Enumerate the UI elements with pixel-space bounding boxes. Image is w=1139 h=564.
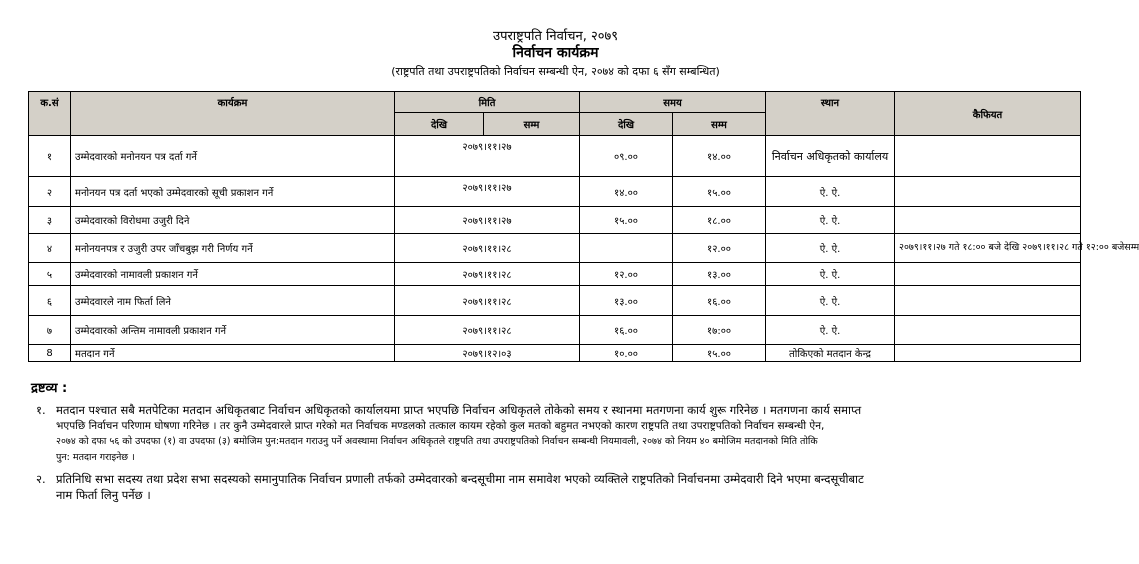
row-place: निर्वाचन अधिकृतको कार्यालय: [766, 136, 895, 177]
header-place: स्थान: [766, 92, 895, 136]
row-place: तोकिएको मतदान केन्द्र: [766, 345, 895, 362]
row-date: २०७९।१२।०३: [395, 345, 580, 362]
row-activity: उम्मेदवारले नाम फिर्ता लिने: [71, 286, 395, 316]
row-sn: ६: [29, 286, 71, 316]
note-line: भएपछि निर्वाचन परिणाम घोषणा गरिनेछ । तर कुनै उम्मेदवारले प्राप्त गरेको मत निर्वाचक मण्डलको तत्काल कायम रहेको कुल मतको बहुमत नभएको कारण राष्ट्रपति तथा उपराष्ट्रपतिको निर्वाचन सम्बन्धी ऐन,: [56, 420, 825, 432]
row-remarks: [895, 316, 1081, 345]
header-time-from: देखि: [580, 113, 673, 136]
legal-reference: (राष्ट्रपति तथा उपराष्ट्रपतिको निर्वाचन सम्बन्धी ऐन, २०७४ को दफा ६ सँग सम्बन्धित): [391, 65, 720, 78]
row-sn: 8: [29, 345, 71, 362]
row-time-from: १०.००: [580, 345, 673, 362]
table-row: [29, 234, 1081, 263]
row-time-from: १६.००: [580, 316, 673, 345]
row-date: २०७९।११।२८: [395, 316, 580, 345]
row-time-from: १३.००: [580, 286, 673, 316]
table-row: [29, 286, 1081, 316]
row-activity: उम्मेदवारको मनोनयन पत्र दर्ता गर्ने: [71, 136, 395, 177]
row-time-from: ०९.००: [580, 136, 673, 177]
note-line: पुन: मतदान गराइनेछ ।: [56, 452, 135, 463]
row-time-from: १२.००: [580, 263, 673, 286]
row-sn: २: [29, 177, 71, 207]
row-sn: ३: [29, 207, 71, 234]
row-place: ऐ. ऐ.: [766, 286, 895, 316]
row-time-to: १३.००: [673, 263, 766, 286]
header-time-to: सम्म: [673, 113, 766, 136]
row-remarks: [895, 345, 1081, 362]
table-row: [29, 207, 1081, 234]
row-time-to: १२.००: [673, 234, 766, 263]
header-date-to: सम्म: [484, 113, 580, 136]
row-time-to: १४.००: [673, 136, 766, 177]
header-date: मिति: [395, 92, 580, 113]
row-activity: मनोनयन पत्र दर्ता भएको उम्मेदवारको सूची प्रकाशन गर्ने: [71, 177, 395, 207]
row-activity: उम्मेदवारको विरोधमा उजुरी दिने: [71, 207, 395, 234]
row-date: २०७९।११।२८: [395, 263, 580, 286]
note-number: १.: [36, 403, 46, 417]
row-time-to: १५.००: [673, 345, 766, 362]
header-sn: क.सं: [29, 92, 71, 136]
notes-heading: द्रष्टव्य :: [31, 381, 68, 396]
row-place: ऐ. ऐ.: [766, 263, 895, 286]
row-sn: ७: [29, 316, 71, 345]
row-time-from: १५.००: [580, 207, 673, 234]
row-date: २०७९।११।२७: [395, 177, 580, 207]
row-remarks: [895, 136, 1081, 177]
row-activity: उम्मेदवारको नामावली प्रकाशन गर्ने: [71, 263, 395, 286]
note-line: नाम फिर्ता लिनु पर्नेछ ।: [56, 488, 151, 502]
election-title: उपराष्ट्रपति निर्वाचन, २०७९: [492, 29, 619, 44]
header-activity: कार्यक्रम: [71, 92, 395, 136]
row-remarks: २०७९।११।२७ गते १८:०० बजे देखि २०७९।११।२८ गते १२:०० बजेसम्म: [895, 234, 1081, 263]
header-remarks: कैफियत: [895, 92, 1081, 136]
row-place: ऐ. ऐ.: [766, 234, 895, 263]
row-date: २०७९।११।२७: [395, 136, 580, 177]
header-date-from: देखि: [395, 113, 484, 136]
row-place: ऐ. ऐ.: [766, 177, 895, 207]
row-time-to: १७:००: [673, 316, 766, 345]
row-activity: उम्मेदवारको अन्तिम नामावली प्रकाशन गर्ने: [71, 316, 395, 345]
note-number: २.: [36, 472, 46, 486]
row-remarks: [895, 263, 1081, 286]
row-remarks: [895, 207, 1081, 234]
header-time: समय: [580, 92, 766, 113]
row-sn: ५: [29, 263, 71, 286]
row-date: २०७९।११।२८: [395, 286, 580, 316]
note-line: प्रतिनिधि सभा सदस्य तथा प्रदेश सभा सदस्यको समानुपातिक निर्वाचन प्रणाली तर्फको उम्मेदवारको बन्दसूचीमा नाम समावेश भएको व्यक्तिले राष्ट्रपतिको निर्वाचनमा उम्मेदवारी दिने भएमा बन्दसूचीबाट: [56, 472, 864, 486]
row-time-from: १४.००: [580, 177, 673, 207]
row-remarks: [895, 177, 1081, 207]
row-sn: ४: [29, 234, 71, 263]
table-row: [29, 136, 1081, 177]
table-row: [29, 263, 1081, 286]
table-row: [29, 316, 1081, 345]
table-row: [29, 345, 1081, 362]
schedule-table: [28, 91, 1139, 362]
table-row: [29, 177, 1081, 207]
row-remarks: [895, 286, 1081, 316]
row-place: ऐ. ऐ.: [766, 207, 895, 234]
row-date: २०७९।११।२८: [395, 234, 580, 263]
row-activity: मनोनयनपत्र र उजुरी उपर जाँचबुझ गरी निर्णय गर्ने: [71, 234, 395, 263]
note-line: २०७४ को दफा ५६ को उपदफा (१) वा उपदफा (३) बमोजिम पुन:मतदान गराउनु पर्ने अवस्थामा निर्वाचन अधिकृतले राष्ट्रपति तथा उपराष्ट्रपतिको निर्वाचन सम्बन्धी नियमावली, २०७४ को नियम ४० बमोजिम मतदानको मिति तोकि: [56, 436, 818, 447]
note-line: मतदान पश्चात सबै मतपेटिका मतदान अधिकृतबाट निर्वाचन अधिकृतको कार्यालयमा प्राप्त भएपछि निर्वाचन अधिकृतले तोकेको समय र स्थानमा मतगणना कार्य शुरू गरिनेछ । मतगणना कार्य समाप्त: [56, 403, 862, 417]
program-title: निर्वाचन कार्यक्रम: [512, 45, 599, 61]
row-place: ऐ. ऐ.: [766, 316, 895, 345]
row-time-from: [580, 234, 673, 263]
row-time-to: १८.००: [673, 207, 766, 234]
row-time-to: १५.००: [673, 177, 766, 207]
row-sn: १: [29, 136, 71, 177]
row-date: २०७९।११।२७: [395, 207, 580, 234]
row-activity: मतदान गर्ने: [71, 345, 395, 362]
row-time-to: १६.००: [673, 286, 766, 316]
